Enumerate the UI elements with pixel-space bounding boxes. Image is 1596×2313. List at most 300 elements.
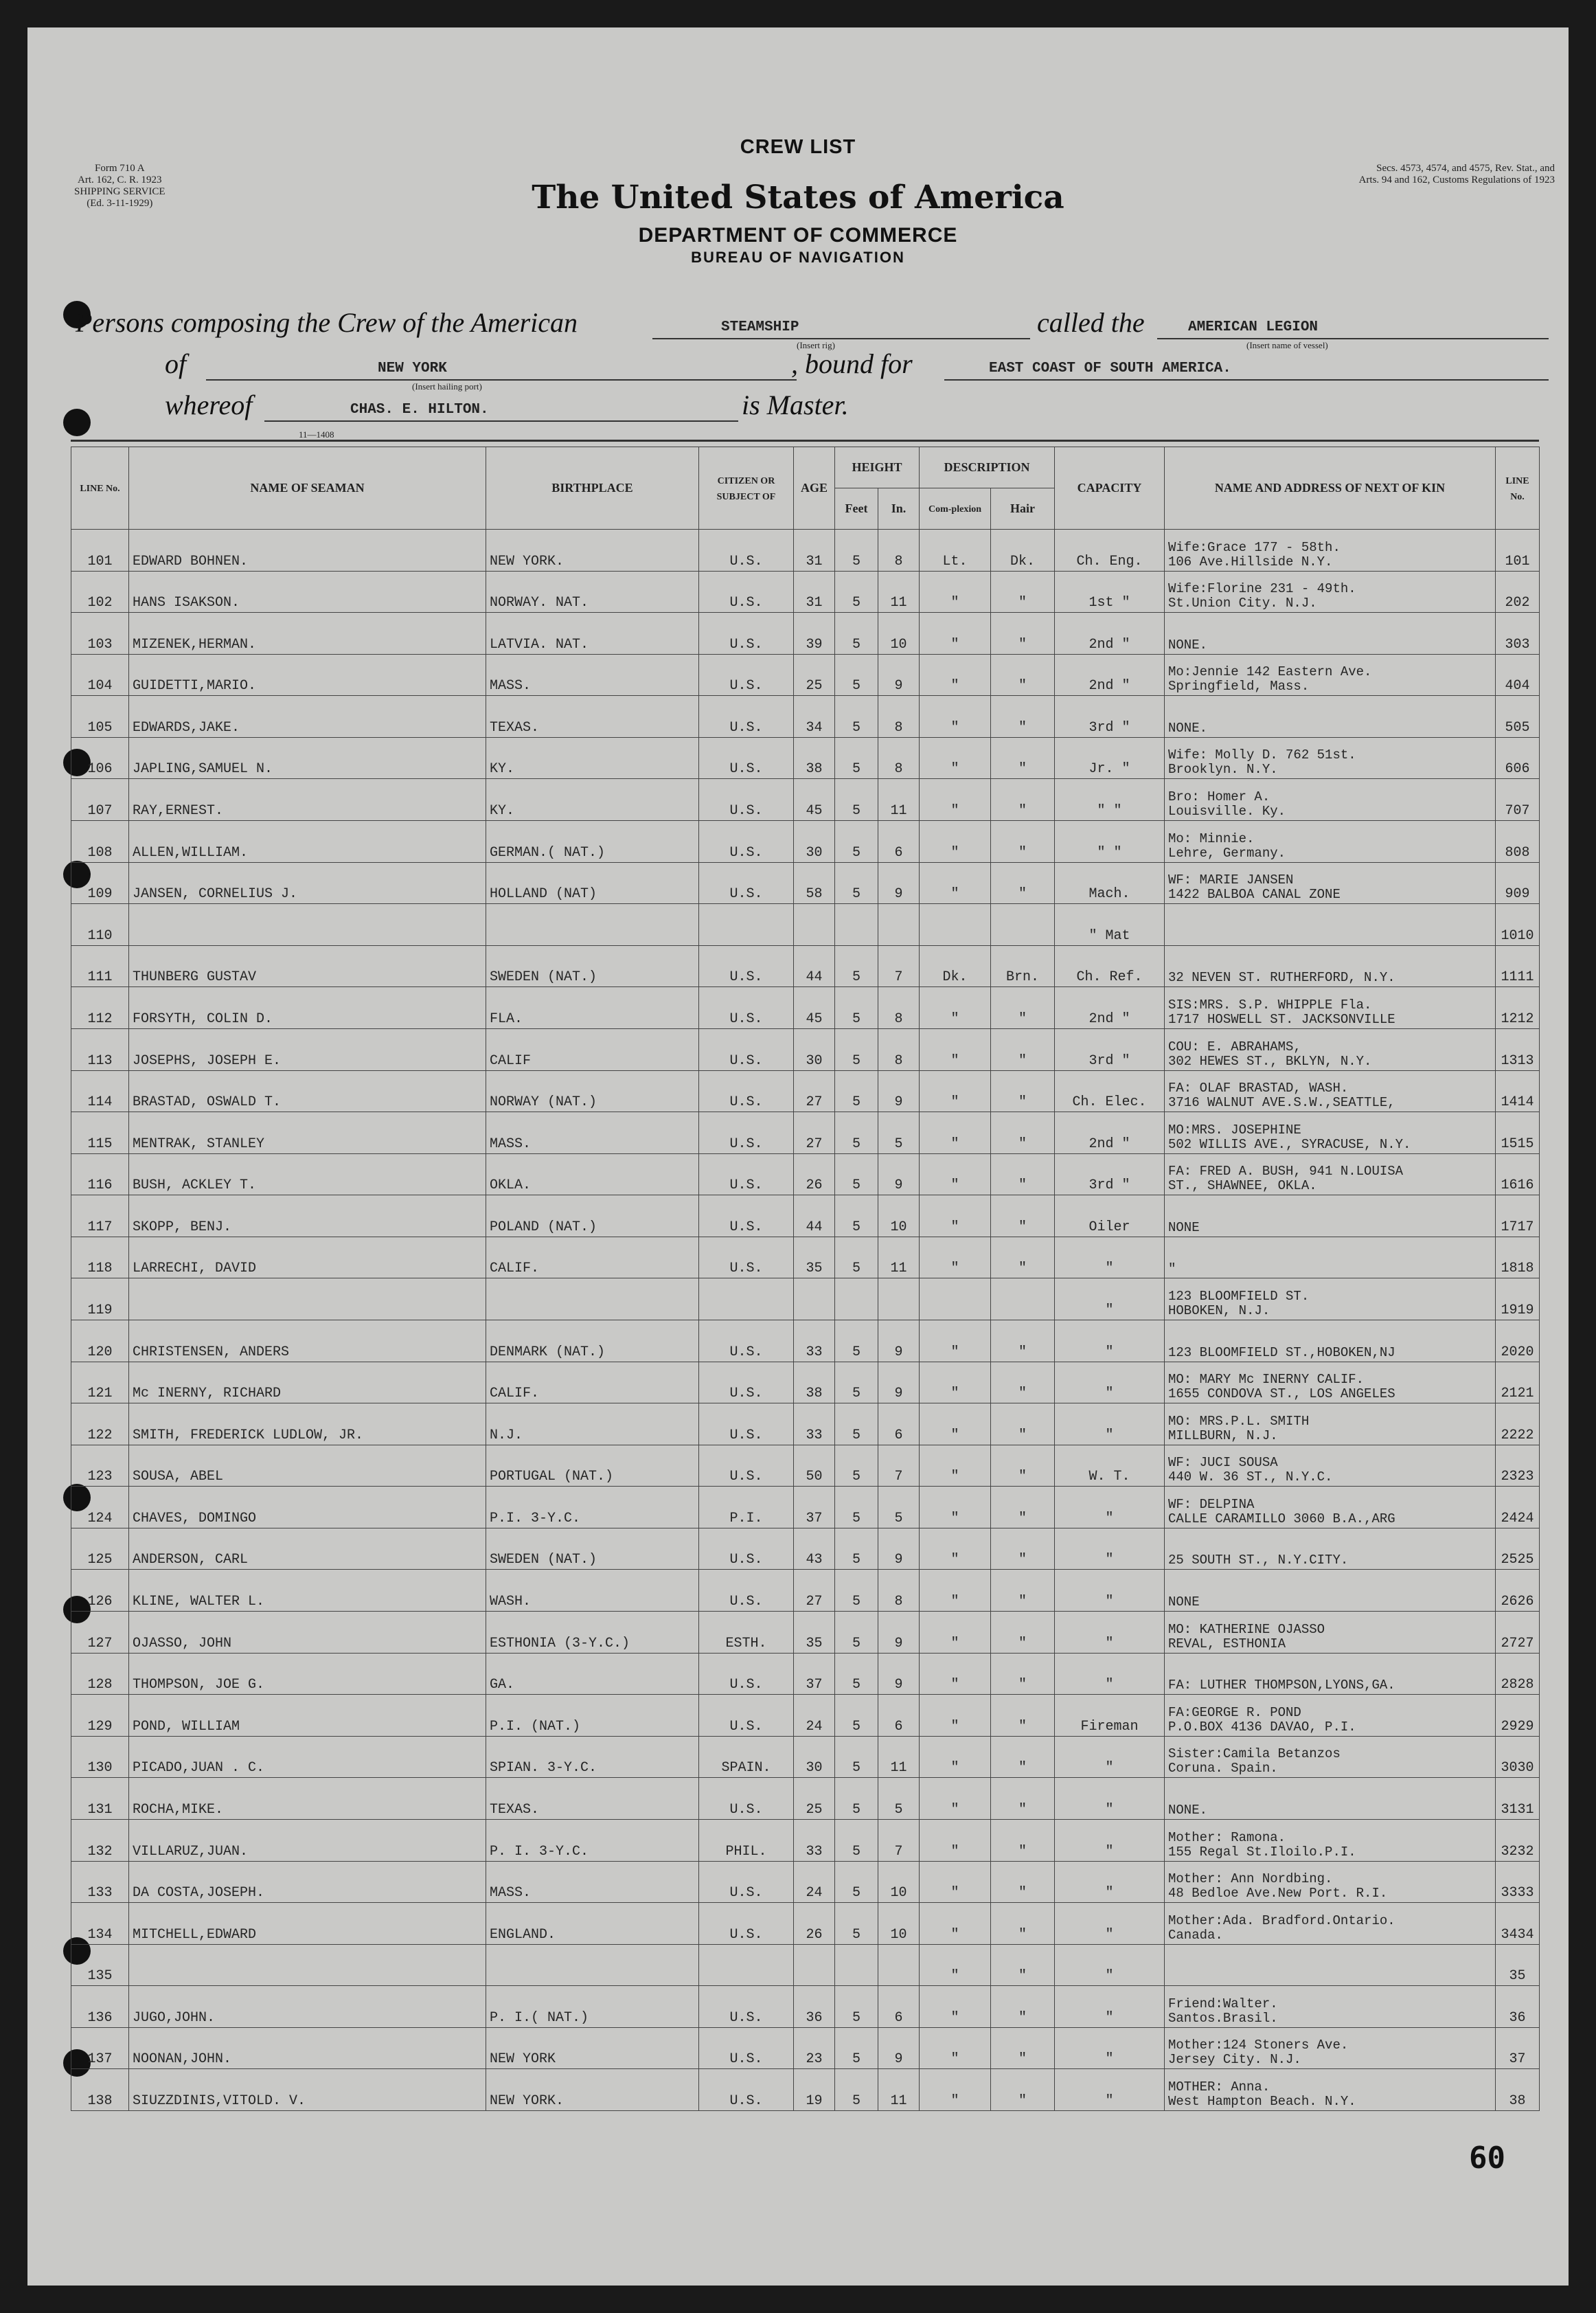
hailing-port: NEW YORK [378,361,447,376]
birthplace-cell: NEW YORK. [486,2069,699,2111]
height-inches-cell: 10 [878,613,920,655]
line-number-cell: 117 [71,1195,129,1237]
next-of-kin-cell [1165,696,1496,738]
height-inches-cell: 8 [878,530,920,572]
next-of-kin-cell [1165,821,1496,863]
birthplace-cell: POLAND (NAT.) [486,1195,699,1237]
birthplace-cell: DENMARK (NAT.) [486,1320,699,1362]
table-row [71,1195,1540,1237]
birthplace-cell: NORWAY. NAT. [486,571,699,613]
next-of-kin-cell [1165,1070,1496,1112]
height-inches-cell: 11 [878,571,920,613]
complexion-cell [920,904,991,946]
next-of-kin-line: Mother: Ann Nordbing. [1168,1871,1333,1887]
birthplace-cell: MASS. [486,654,699,696]
height-feet-cell: 5 [835,1028,878,1070]
complexion-cell: " [920,779,991,821]
age-cell: 26 [794,1153,835,1195]
table-row [71,2027,1540,2069]
seaman-name-cell: EDWARD BOHNEN. [129,530,486,572]
next-of-kin-line: MO: MARY Mc INERNY CALIF. [1168,1372,1365,1388]
line-number-right-cell: 1919 [1496,1278,1540,1320]
next-of-kin-line: 25 SOUTH ST., N.Y.CITY. [1168,1553,1349,1568]
citizen-cell: U.S. [699,737,794,779]
height-feet-cell: 5 [835,1861,878,1903]
height-feet-cell [835,904,878,946]
master-underline [264,420,738,422]
table-row [71,1612,1540,1654]
citizen-cell: U.S. [699,862,794,904]
birthplace-cell: GERMAN.( NAT.) [486,821,699,863]
age-cell: 37 [794,1487,835,1528]
line-number-right-cell: 404 [1496,654,1540,696]
complexion-cell: " [920,1403,991,1445]
age-cell: 38 [794,1362,835,1403]
age-cell: 19 [794,2069,835,2111]
line-number-right-cell: 1515 [1496,1112,1540,1154]
age-cell: 25 [794,1778,835,1820]
rig-underline [652,338,1030,339]
next-of-kin-line: FA: LUTHER THOMPSON,LYONS,GA. [1168,1678,1395,1693]
next-of-kin-line: 123 BLOOMFIELD ST. [1168,1288,1310,1304]
citizen-cell: U.S. [699,571,794,613]
next-of-kin-cell [1165,1695,1496,1737]
country-heading: The United States of America [532,179,1064,216]
line-number-cell: 103 [71,613,129,655]
next-of-kin-line: 3716 WALNUT AVE.S.W.,SEATTLE, [1168,1095,1395,1111]
citizen-cell: U.S. [699,1653,794,1695]
height-inches-cell: 6 [878,1986,920,2028]
capacity-cell: W. T. [1055,1445,1165,1487]
complexion-cell: " [920,1861,991,1903]
seaman-name-cell [129,904,486,946]
form-note-line: (Ed. 3-11-1929) [87,198,153,209]
complexion-cell: " [920,2027,991,2069]
line-number-right-cell: 1313 [1496,1028,1540,1070]
height-feet-cell: 5 [835,2069,878,2111]
next-of-kin-cell [1165,571,1496,613]
seaman-name-cell: ALLEN,WILLIAM. [129,821,486,863]
seaman-name-cell: FORSYTH, COLIN D. [129,987,486,1029]
line-number-cell: 120 [71,1320,129,1362]
age-cell: 30 [794,1028,835,1070]
age-cell: 44 [794,945,835,987]
citizen-cell: U.S. [699,1445,794,1487]
table-row [71,945,1540,987]
next-of-kin-cell [1165,737,1496,779]
next-of-kin-cell [1165,1861,1496,1903]
height-feet-cell: 5 [835,2027,878,2069]
complexion-cell: " [920,1819,991,1861]
height-inches-cell: 9 [878,1653,920,1695]
next-of-kin-cell [1165,1362,1496,1403]
table-row [71,1445,1540,1487]
line-number-cell: 107 [71,779,129,821]
next-of-kin-line: Louisville. Ky. [1168,804,1286,820]
capacity-cell: 1st " [1055,571,1165,613]
birthplace-cell [486,1944,699,1986]
height-inches-cell: 10 [878,1861,920,1903]
table-row [71,987,1540,1029]
next-of-kin-cell [1165,1903,1496,1945]
next-of-kin-line: MILLBURN, N.J. [1168,1428,1278,1443]
next-of-kin-line: Mother:Ada. Bradford.Ontario. [1168,1913,1395,1928]
table-row [71,1403,1540,1445]
complexion-cell: " [920,1112,991,1154]
birthplace-cell: KY. [486,779,699,821]
age-cell: 38 [794,737,835,779]
line-number-right-cell: 1414 [1496,1070,1540,1112]
height-inches-cell: 11 [878,779,920,821]
citizen-cell: SPAIN. [699,1736,794,1778]
birthplace-cell: P. I.( NAT.) [486,1986,699,2028]
table-row [71,862,1540,904]
age-cell: 30 [794,1736,835,1778]
seaman-name-cell: ROCHA,MIKE. [129,1778,486,1820]
seaman-name-cell: CHAVES, DOMINGO [129,1487,486,1528]
hair-cell: " [991,1070,1055,1112]
next-of-kin-cell [1165,1278,1496,1320]
master-name: CHAS. E. HILTON. [350,402,489,418]
line-number-cell: 130 [71,1736,129,1778]
complexion-cell: " [920,862,991,904]
next-of-kin-cell [1165,654,1496,696]
col-next-of-kin-label: NAME AND ADDRESS OF NEXT OF KIN [1214,481,1446,495]
hair-cell: " [991,1861,1055,1903]
line-number-right-cell: 3030 [1496,1736,1540,1778]
birthplace-cell: GA. [486,1653,699,1695]
next-of-kin-cell [1165,1612,1496,1654]
height-feet-cell: 5 [835,1403,878,1445]
col-complexion-label: Com-plexion [928,504,981,515]
height-feet-cell: 5 [835,821,878,863]
of-label: of [165,348,187,379]
table-row [71,1362,1540,1403]
citizen-cell: U.S. [699,1861,794,1903]
next-of-kin-line: SIS:MRS. S.P. WHIPPLE Fla. [1168,997,1372,1013]
age-cell [794,1278,835,1320]
age-cell: 30 [794,821,835,863]
next-of-kin-line: 123 BLOOMFIELD ST.,HOBOKEN,NJ [1168,1344,1395,1360]
birthplace-cell: CALIF. [486,1237,699,1278]
form-title: CREW LIST [740,136,856,158]
citizen-cell: U.S. [699,945,794,987]
complexion-cell: " [920,1736,991,1778]
height-inches-cell: 8 [878,696,920,738]
table-row [71,904,1540,946]
line-number-right-cell: 2323 [1496,1445,1540,1487]
complexion-cell: " [920,1195,991,1237]
seaman-name-cell: BUSH, ACKLEY T. [129,1153,486,1195]
birthplace-cell: SWEDEN (NAT.) [486,1528,699,1570]
line-number-right-cell: 1717 [1496,1195,1540,1237]
next-of-kin-cell [1165,1153,1496,1195]
complexion-cell: " [920,1445,991,1487]
table-row [71,1986,1540,2028]
capacity-cell: " [1055,1861,1165,1903]
table-row [71,1320,1540,1362]
next-of-kin-cell [1165,1320,1496,1362]
age-cell: 27 [794,1570,835,1612]
next-of-kin-line: 440 W. 36 ST., N.Y.C. [1168,1469,1333,1485]
seaman-name-cell: SKOPP, BENJ. [129,1195,486,1237]
complexion-cell: Lt. [920,530,991,572]
birthplace-cell: P.I. 3-Y.C. [486,1487,699,1528]
capacity-cell: Ch. Elec. [1055,1070,1165,1112]
birthplace-cell: CALIF [486,1028,699,1070]
citizen-cell: U.S. [699,1112,794,1154]
next-of-kin-line: Springfield, Mass. [1168,679,1310,695]
next-of-kin-line: Mother:124 Stoners Ave. [1168,2038,1349,2053]
birthplace-cell: N.J. [486,1403,699,1445]
complexion-cell: " [920,1528,991,1570]
next-of-kin-line: WF: DELPINA [1168,1496,1255,1512]
table-row [71,696,1540,738]
line-number-right-cell: 2727 [1496,1612,1540,1654]
height-inches-cell: 8 [878,1028,920,1070]
bound-for-label: , bound for [791,348,913,379]
citizen-cell: U.S. [699,1778,794,1820]
form-note-line: SHIPPING SERVICE [74,186,166,197]
height-feet-cell: 5 [835,1445,878,1487]
seaman-name-cell: JOSEPHS, JOSEPH E. [129,1028,486,1070]
line-number-cell: 133 [71,1861,129,1903]
seaman-name-cell: JANSEN, CORNELIUS J. [129,862,486,904]
complexion-cell: " [920,613,991,655]
height-inches-cell: 9 [878,1612,920,1654]
complexion-cell: " [920,1153,991,1195]
next-of-kin-cell [1165,1778,1496,1820]
complexion-cell: " [920,696,991,738]
hair-cell: " [991,1736,1055,1778]
hair-cell: " [991,1237,1055,1278]
line-number-right-cell: 36 [1496,1986,1540,2028]
complexion-cell: " [920,1362,991,1403]
complexion-cell: " [920,1612,991,1654]
line-number-cell: 135 [71,1944,129,1986]
age-cell: 25 [794,654,835,696]
birthplace-cell: ESTHONIA (3-Y.C.) [486,1612,699,1654]
age-cell: 24 [794,1861,835,1903]
complexion-cell: " [920,1944,991,1986]
capacity-cell: " [1055,2069,1165,2111]
next-of-kin-line: West Hampton Beach. N.Y. [1168,2094,1356,2109]
height-inches-cell [878,1944,920,1986]
line-number-right-cell: 707 [1496,779,1540,821]
hair-cell: Dk. [991,530,1055,572]
capacity-cell: Jr. " [1055,737,1165,779]
capacity-cell: " [1055,1403,1165,1445]
table-row [71,613,1540,655]
hair-cell: " [991,1695,1055,1737]
complexion-cell: " [920,1778,991,1820]
age-cell: 27 [794,1112,835,1154]
seaman-name-cell: MENTRAK, STANLEY [129,1112,486,1154]
height-inches-cell: 8 [878,987,920,1029]
citizen-cell: U.S. [699,1070,794,1112]
capacity-cell: " [1055,1612,1165,1654]
next-of-kin-line: Mo:Jennie 142 Eastern Ave. [1168,664,1372,680]
age-cell: 26 [794,1903,835,1945]
citizen-cell: U.S. [699,1237,794,1278]
capacity-cell: " [1055,1944,1165,1986]
next-of-kin-line: Wife:Grace 177 - 58th. [1168,539,1341,555]
seaman-name-cell: PICADO,JUAN . C. [129,1736,486,1778]
rig-hint: (Insert rig) [797,340,835,350]
next-of-kin-line: NONE [1168,1219,1200,1235]
age-cell: 33 [794,1819,835,1861]
height-feet-cell: 5 [835,1653,878,1695]
height-feet-cell: 5 [835,987,878,1029]
citizen-cell: ESTH. [699,1612,794,1654]
punch-hole [63,409,91,436]
hair-cell: " [991,1320,1055,1362]
citizen-cell: U.S. [699,530,794,572]
line-number-cell: 108 [71,821,129,863]
birthplace-cell: P.I. (NAT.) [486,1695,699,1737]
seaman-name-cell: THOMPSON, JOE G. [129,1653,486,1695]
next-of-kin-line: Coruna. Spain. [1168,1761,1278,1776]
line-number-right-cell: 1212 [1496,987,1540,1029]
table-row [71,737,1540,779]
hair-cell: " [991,862,1055,904]
line-number-right-cell: 1010 [1496,904,1540,946]
next-of-kin-line: 502 WILLIS AVE., SYRACUSE, N.Y. [1168,1136,1411,1152]
next-of-kin-line: " [1168,1261,1176,1277]
birthplace-cell: NORWAY (NAT.) [486,1070,699,1112]
line-number-cell: 105 [71,696,129,738]
next-of-kin-line: 32 NEVEN ST. RUTHERFORD, N.Y. [1168,970,1395,986]
seaman-name-cell: THUNBERG GUSTAV [129,945,486,987]
form-note-line: Form 710 A [95,163,145,174]
age-cell: 45 [794,987,835,1029]
height-feet-cell: 5 [835,1570,878,1612]
line-number-right-cell: 2424 [1496,1487,1540,1528]
age-cell: 44 [794,1195,835,1237]
capacity-cell: Ch. Eng. [1055,530,1165,572]
height-feet-cell: 5 [835,1612,878,1654]
next-of-kin-line: Wife: Molly D. 762 51st. [1168,747,1356,763]
next-of-kin-cell [1165,1528,1496,1570]
height-feet-cell: 5 [835,1986,878,2028]
next-of-kin-cell [1165,530,1496,572]
table-row [71,1070,1540,1112]
height-inches-cell: 9 [878,1320,920,1362]
called-the-label: called the [1037,307,1145,338]
hair-cell: " [991,987,1055,1029]
next-of-kin-line: Jersey City. N.J. [1168,2052,1301,2068]
capacity-cell: " [1055,1736,1165,1778]
print-code: 11—1408 [299,429,334,440]
line-number-right-cell: 2525 [1496,1528,1540,1570]
seaman-name-cell: DA COSTA,JOSEPH. [129,1861,486,1903]
citizen-cell: U.S. [699,1195,794,1237]
capacity-cell: 2nd " [1055,1112,1165,1154]
table-row [71,2069,1540,2111]
next-of-kin-cell [1165,904,1496,946]
hair-cell: " [991,1944,1055,1986]
birthplace-cell: SPIAN. 3-Y.C. [486,1736,699,1778]
line-number-cell: 132 [71,1819,129,1861]
height-feet-cell [835,1944,878,1986]
bureau-heading: BUREAU OF NAVIGATION [691,249,905,266]
seaman-name-cell [129,1944,486,1986]
age-cell: 45 [794,779,835,821]
line-number-right-cell: 808 [1496,821,1540,863]
height-inches-cell: 10 [878,1195,920,1237]
line-number-cell: 115 [71,1112,129,1154]
col-line-no-right [1496,447,1540,530]
hair-cell: " [991,821,1055,863]
capacity-cell: Oiler [1055,1195,1165,1237]
birthplace-cell: MASS. [486,1112,699,1154]
line-number-right-cell: 1818 [1496,1237,1540,1278]
table-row [71,1528,1540,1570]
next-of-kin-line: Lehre, Germany. [1168,845,1286,861]
line-number-cell: 118 [71,1237,129,1278]
height-inches-cell: 9 [878,1070,920,1112]
height-feet-cell: 5 [835,862,878,904]
height-feet-cell: 5 [835,696,878,738]
col-feet: Feet [835,488,878,530]
line-number-cell: 137 [71,2027,129,2069]
line-number-cell: 114 [71,1070,129,1112]
age-cell: 39 [794,613,835,655]
seaman-name-cell: GUIDETTI,MARIO. [129,654,486,696]
hair-cell: " [991,1153,1055,1195]
citizen-cell: U.S. [699,1986,794,2028]
height-feet-cell: 5 [835,654,878,696]
height-inches-cell: 6 [878,1695,920,1737]
statute-note-line: Secs. 4573, 4574, and 4575, Rev. Stat., and [1376,163,1555,174]
next-of-kin-line: P.O.BOX 4136 DAVAO, P.I. [1168,1719,1356,1735]
seaman-name-cell: OJASSO, JOHN [129,1612,486,1654]
hair-cell: " [991,571,1055,613]
line-number-right-cell: 1111 [1496,945,1540,987]
col-name: NAME OF SEAMAN [129,447,486,530]
birthplace-cell [486,904,699,946]
whereof-label: whereof [165,390,253,420]
height-inches-cell: 7 [878,1819,920,1861]
birthplace-cell [486,1278,699,1320]
seaman-name-cell: SOUSA, ABEL [129,1445,486,1487]
seaman-name-cell: CHRISTENSEN, ANDERS [129,1320,486,1362]
next-of-kin-cell [1165,613,1496,655]
table-row [71,1153,1540,1195]
hair-cell: " [991,1445,1055,1487]
height-feet-cell [835,1278,878,1320]
birthplace-cell: PORTUGAL (NAT.) [486,1445,699,1487]
line-number-right-cell: 505 [1496,696,1540,738]
seaman-name-cell: POND, WILLIAM [129,1695,486,1737]
complexion-cell [920,1278,991,1320]
persons-composing-label: Persons composing the Crew of the American [76,307,578,338]
line-number-right-cell: 2020 [1496,1320,1540,1362]
citizen-cell [699,1944,794,1986]
next-of-kin-line: FA: FRED A. BUSH, 941 N.LOUISA [1168,1164,1404,1180]
height-inches-cell: 9 [878,2027,920,2069]
next-of-kin-line: FA: OLAF BRASTAD, WASH. [1168,1081,1349,1096]
next-of-kin-line: MO: KATHERINE OJASSO [1168,1621,1325,1637]
form-note-line: Art. 162, C. R. 1923 [78,174,162,185]
hair-cell: " [991,737,1055,779]
line-number-cell: 131 [71,1778,129,1820]
capacity-cell: " [1055,1778,1165,1820]
next-of-kin-line: COU: E. ABRAHAMS, [1168,1039,1301,1054]
hair-cell: " [991,1986,1055,2028]
line-number-cell: 111 [71,945,129,987]
col-line-no-right-label: LINE No. [1505,475,1529,502]
